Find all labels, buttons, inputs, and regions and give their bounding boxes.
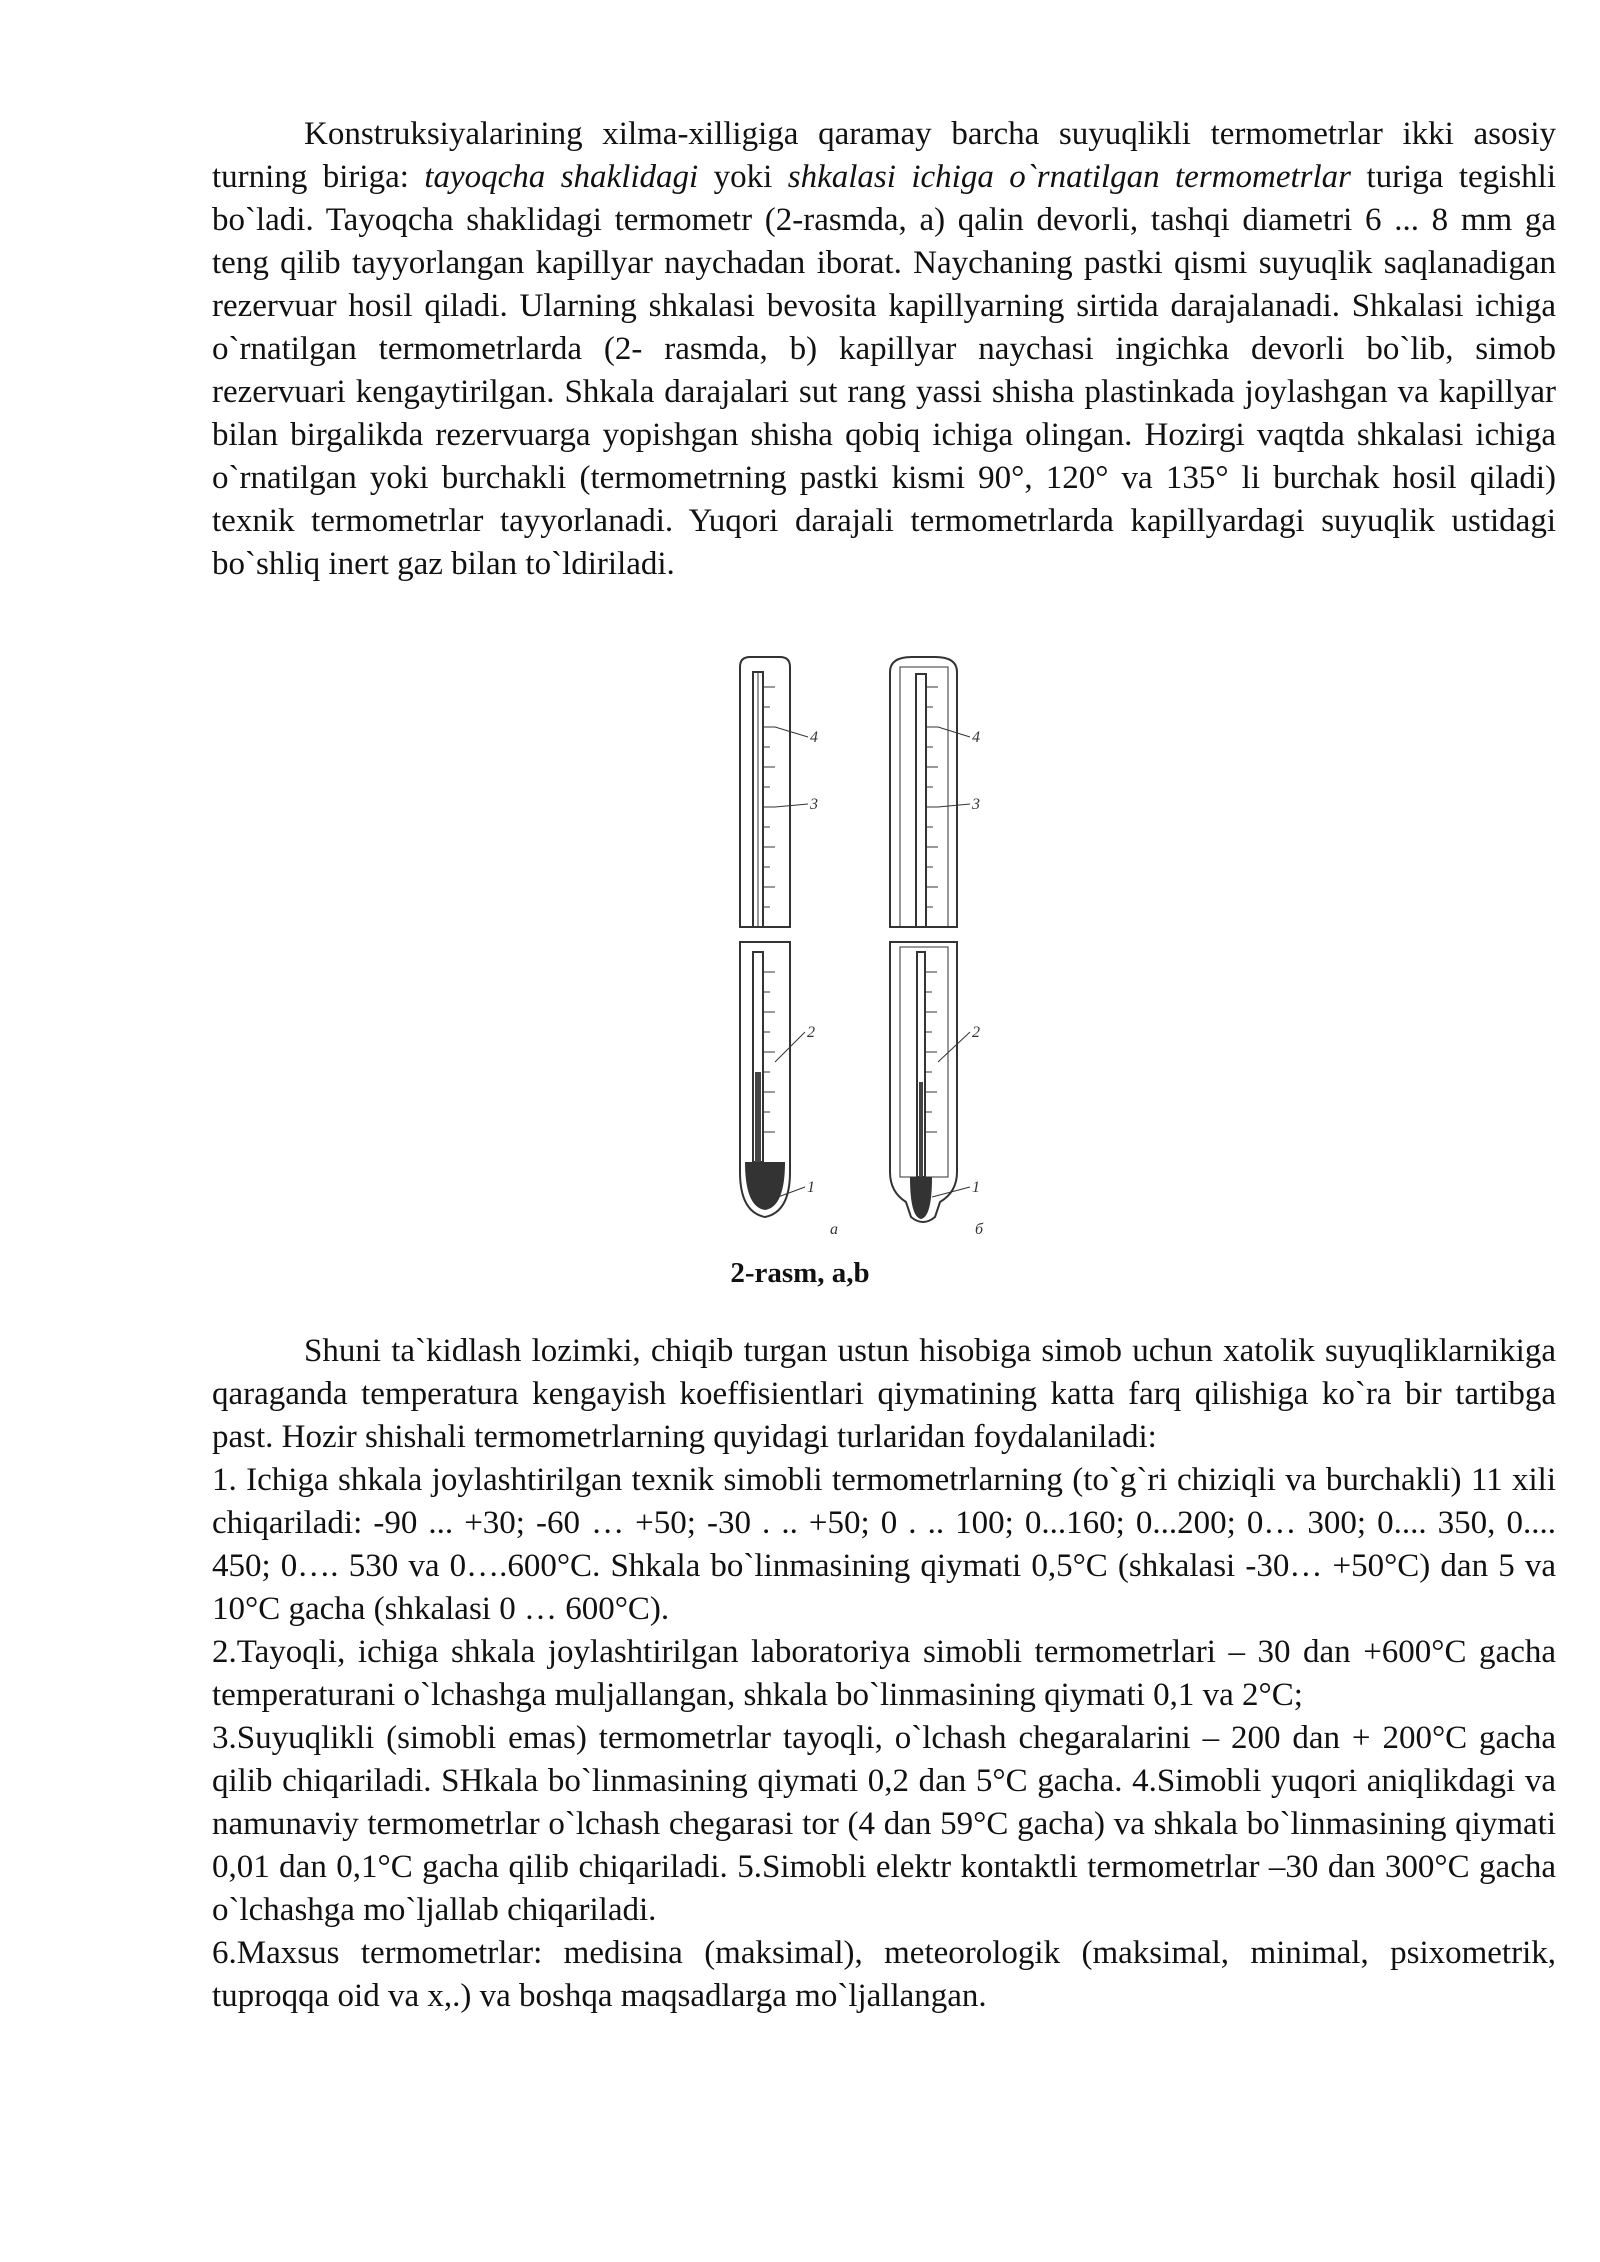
thermometer-figure	[720, 652, 1050, 1242]
thermometer-b-lower	[890, 942, 970, 1222]
para1-text-2: yoki	[698, 159, 788, 195]
label-1-b: 1	[972, 1179, 980, 1196]
paragraph-thermometer-types	[212, 113, 1556, 586]
label-a: a	[830, 1221, 838, 1238]
para1-italic-embedded-scale: shkalasi ichiga o`rnatilgan termometrlar	[787, 159, 1352, 195]
para1-text-1: Konstruksiyalarining xilma-xilligiga qaramay barcha suyuqlikli termometrlar ikki asosiy turning biriga:	[212, 116, 1556, 195]
thermometer-a-lower	[740, 942, 805, 1217]
list-item-1: 1. Ichiga shkala joylashtirilgan texnik simobli termometrlarning (to`g`ri chiziqli va burchakli) 11 xili chiqariladi: -90 ... +30; -60 … +50; -30 . .. +50; 0 . .. 100; 0...160; 0...200; 0… 300; 0.... 350, 0.... 450; 0…. 530 va 0….600°C. Shkala bo`linmasining qiymati 0,5°C (shkalasi -30… +50°C) dan 5 va 10°C gacha (shkalasi 0 … 600°C).	[212, 1462, 1556, 1627]
label-4-b: 4	[972, 729, 980, 746]
para2-intro: Shuni ta`kidlash lozimki, chiqib turgan ustun hisobiga simob uchun xatolik suyuqliklarnikiga qaraganda temperatura kengayish koeffisientlari qiymatining katta farq qilishiga ko`ra bir tartibga past. Hozir shishali termometrlarning quyidagi turlaridan foydalaniladi:	[212, 1333, 1556, 1455]
para1-text-3: turiga tegishli bo`ladi. Tayoqcha shaklidagi termometr (2-rasmda, a) qalin devorli, tashqi diametri 6 ... 8 mm ga teng qilib tayyorlangan kapillyar naychadan iborat. Naychaning pastki qismi suyuqlik saqlanadigan rezervuar hosil qiladi. Ularning shkalasi bevosita kapillyarning sirtida darajalanadi. Shkalasi ichiga o`rnatilgan termometrlarda (2- rasmda, b) kapillyar naychasi ingichka devorli bo`lib, simob rezervuari kengaytirilgan. Shkala darajalari sut rang yassi shisha plastinkada joylashgan va kapillyar bilan birgalikda rezervuarga yopishgan shisha qobiq ichiga olingan. Hozirgi vaqtda shkalasi ichiga o`rnatilgan yoki burchakli (termometrning pastki kismi 90°, 120° va 135° li burchak hosil qiladi) texnik termometrlar tayyorlanadi. Yuqori darajali termometrlarda kapillyardagi suyuqlik ustidagi bo`shliq inert gaz bilan to`ldiriladi.	[212, 159, 1557, 582]
label-2-a: 2	[807, 1024, 815, 1041]
label-3-a: 3	[810, 796, 818, 813]
thermometer-a-upper	[740, 657, 808, 927]
label-3-b: 3	[972, 796, 980, 813]
list-item-6: 6.Maxsus termometrlar: medisina (maksimal), meteorologik (maksimal, minimal, psixometrik, tuproqqa oid va x,.) va boshqa maqsadlarga mo`ljallangan.	[212, 1935, 1556, 2014]
paragraph-mercury-thermometers	[212, 1330, 1556, 2018]
label-4-a: 4	[810, 729, 818, 746]
label-2-b: 2	[972, 1024, 980, 1041]
list-item-3: 3.Suyuqlikli (simobli emas) termometrlar tayoqli, o`lchash chegaralarini – 200 dan + 200°C gacha qilib chiqariladi. SHkala bo`linmasining qiymati 0,2 dan 5°C gacha. 4.Simobli yuqori aniqlikdagi va namunaviy termometrlar o`lchash chegarasi tor (4 dan 59°C gacha) va shkala bo`linmasining qiymati 0,01 dan 0,1°C gacha qilib chiqariladi. 5.Simobli elektr kontaktli termometrlar –30 dan 300°C gacha o`lchashga mo`ljallab chiqariladi.	[212, 1720, 1556, 1928]
para1-italic-rod-type: tayoqcha shaklidagi	[424, 159, 699, 195]
label-1-a: 1	[807, 1179, 815, 1196]
thermometer-b-upper	[890, 657, 970, 927]
label-b: б	[975, 1221, 984, 1238]
list-item-2: 2.Tayoqli, ichiga shkala joylashtirilgan laboratoriya simobli termometrlari – 30 dan +600°C gacha temperaturani o`lchashga muljallangan, shkala bo`linmasining qiymati 0,1 va 2°C;	[212, 1634, 1556, 1713]
figure-caption: 2-rasm, a,b	[730, 1257, 870, 1289]
